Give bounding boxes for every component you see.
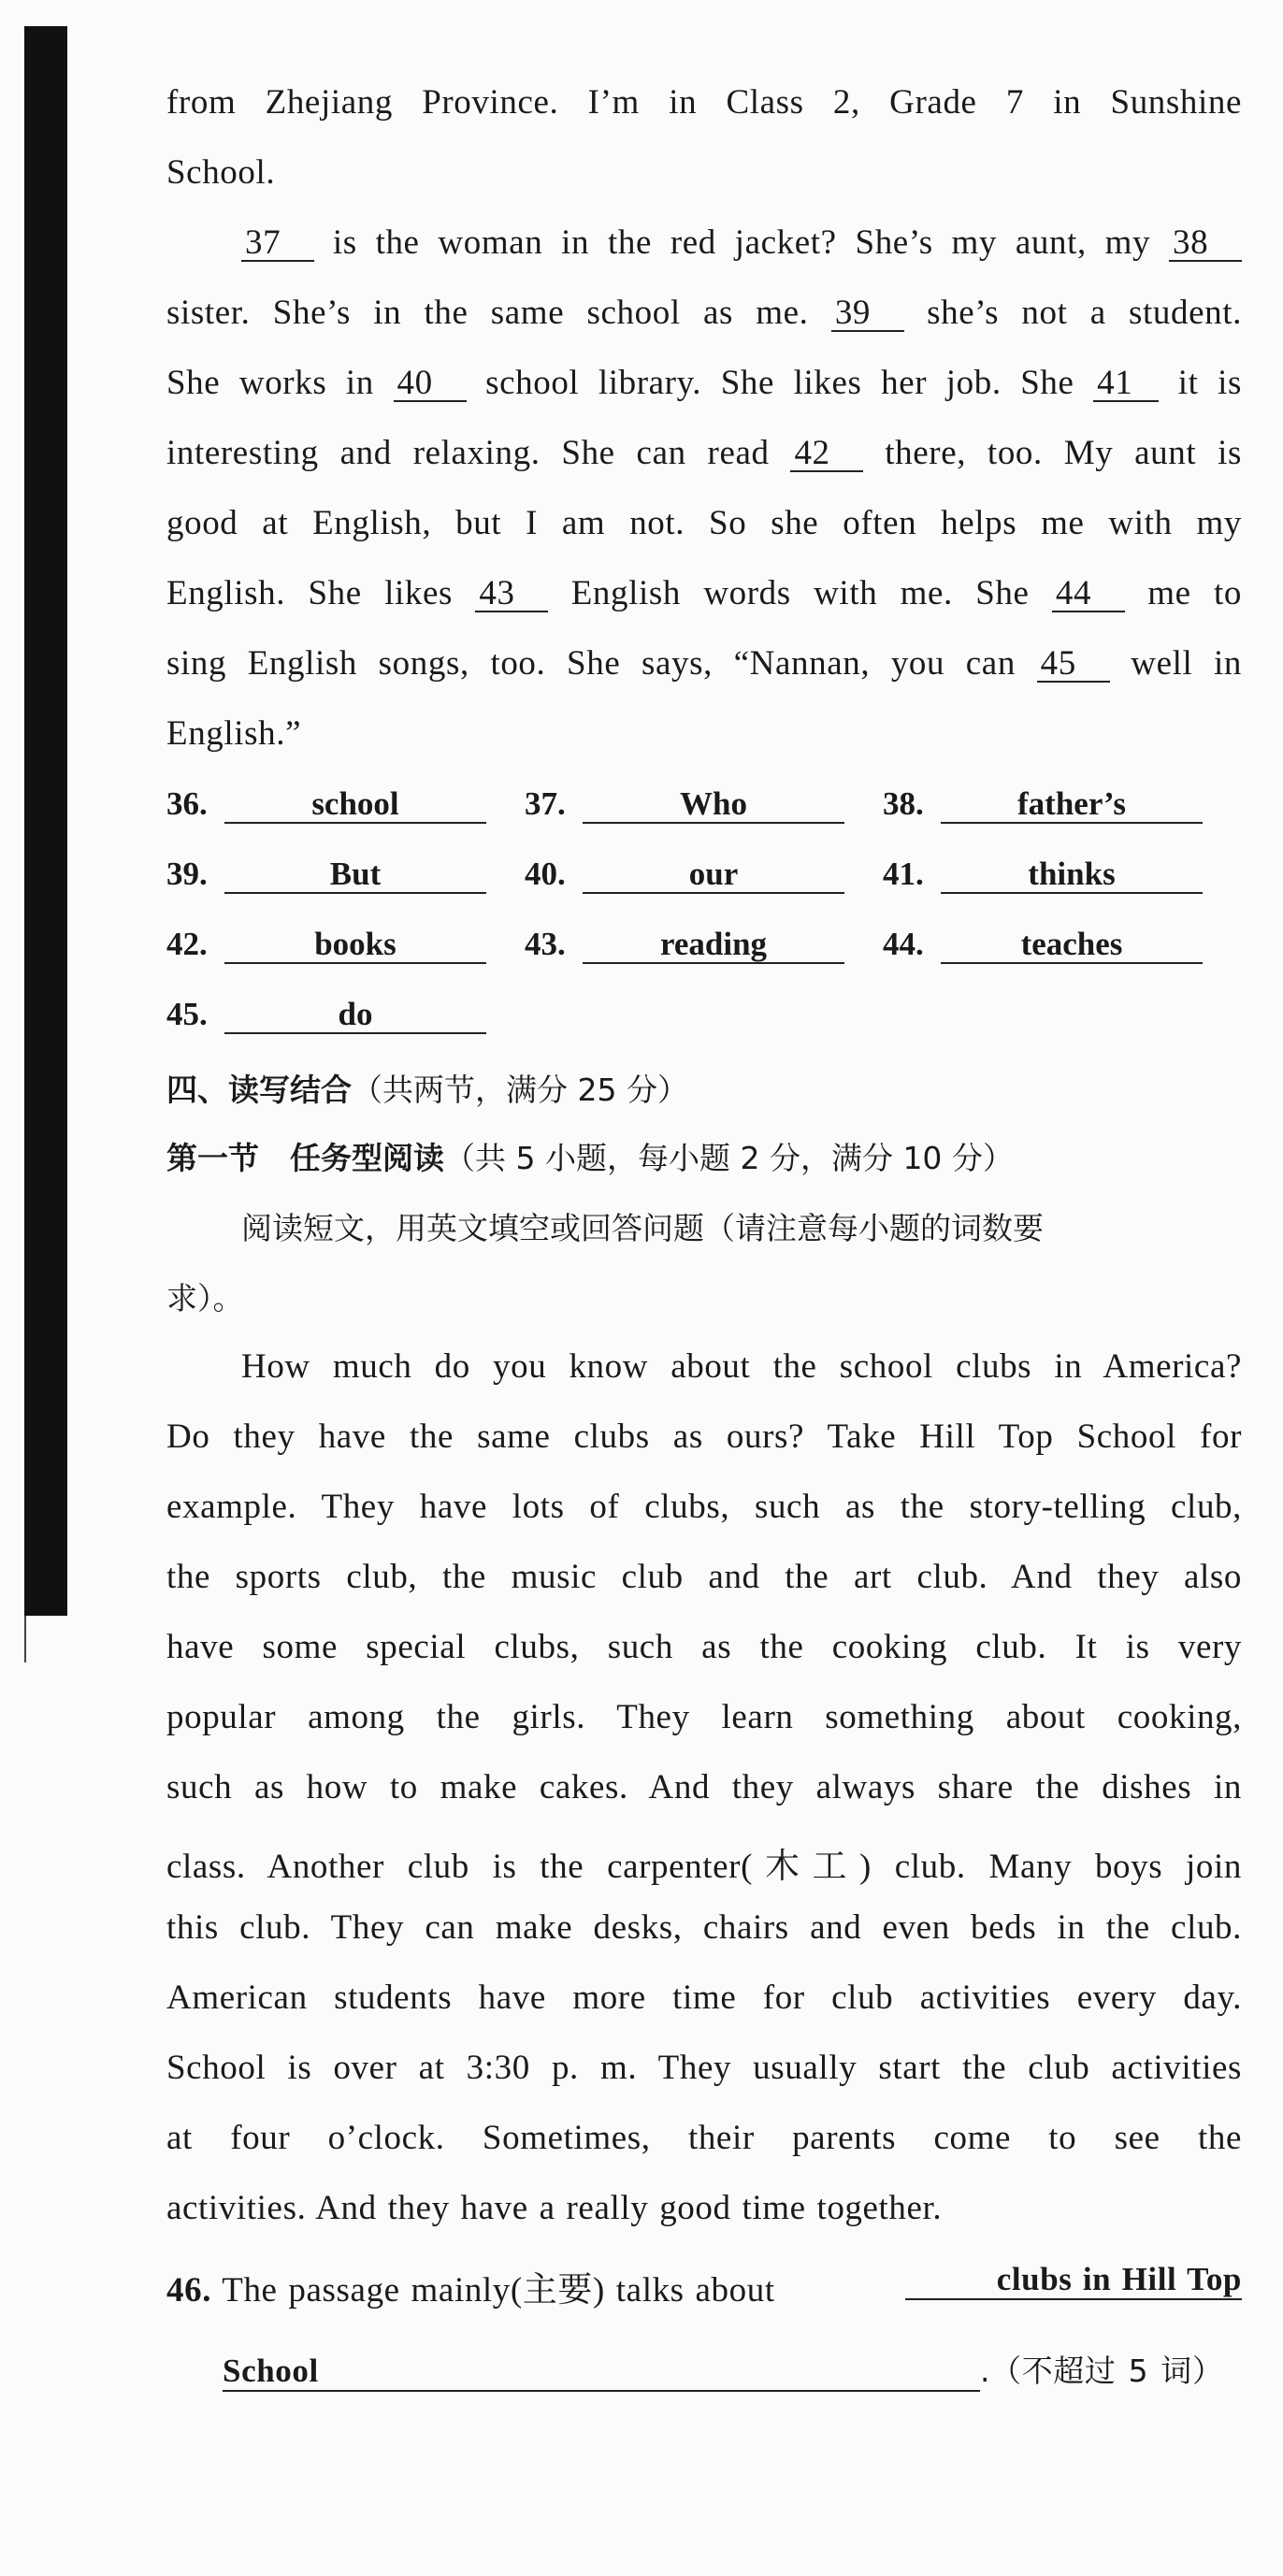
question-text: The passage mainly(主要) talks about [222, 2271, 775, 2310]
answer-item [166, 926, 486, 964]
question-number: 46. [166, 2271, 212, 2310]
passage-line: at four o’clock. Sometimes, their parents come to see the [166, 2119, 1242, 2157]
answer-value: do [224, 998, 486, 1034]
text-run: me to [1147, 574, 1242, 612]
answer-number: 45. [166, 996, 208, 1032]
word-limit-note: .（不超过 5 词） [980, 2353, 1224, 2389]
answer-number: 42. [166, 926, 208, 962]
text-run: sing English songs, too. She says, “Nannan, you can [166, 644, 1016, 683]
answer-number: 37. [525, 785, 566, 822]
text-run: school library. She likes her job. She [485, 364, 1074, 402]
answer-number: 38. [883, 785, 924, 822]
answer-blank: clubs in Hill Top [905, 2261, 1242, 2300]
passage-line: this club. They can make desks, chairs and even beds in the club. [166, 1908, 1242, 1947]
instruction-line: 求）。 [166, 1280, 244, 1317]
binding-edge [24, 26, 67, 1616]
cloze-line [166, 293, 1242, 333]
passage-line: activities. And they have a really good time together. [166, 2189, 943, 2227]
answer-item [525, 926, 844, 964]
passage-line: example. They have lots of clubs, such as the story-telling club, [166, 1488, 1242, 1526]
part-note: （共 5 小题，每小题 2 分，满分 10 分） [444, 1140, 1014, 1176]
answer-item [166, 785, 486, 824]
text-run: She works in [166, 364, 374, 402]
passage-line: popular among the girls. They learn something about cooking, [166, 1698, 1242, 1736]
cloze-line [166, 223, 1242, 263]
answer-item [525, 856, 844, 894]
answer-item [525, 785, 844, 824]
passage-line: such as how to make cakes. And they always share the dishes in [166, 1768, 1242, 1806]
text-run: is the woman in the red jacket? She’s my aunt, my [332, 223, 1151, 262]
text-line: from Zhejiang Province. I’m in Class 2, Grade 7 in Sunshine [166, 83, 1242, 122]
answer-value: teaches [941, 928, 1203, 964]
question-46-cont [166, 2347, 1242, 2392]
passage-line: How much do you know about the school clubs in America? [241, 1347, 1242, 1386]
text-run: sister. She’s in the same school as me. [166, 294, 809, 332]
answer-row [166, 785, 1242, 832]
answer-value: school [224, 787, 486, 824]
text-run: it is [1177, 364, 1242, 402]
passage-line: American students have more time for club activities every day. [166, 1979, 1242, 2017]
answer-row [166, 996, 1242, 1043]
binding-edge-thin [24, 1616, 26, 1662]
text-run: interesting and relaxing. She can read [166, 434, 770, 472]
blank-38: 38 [1169, 225, 1242, 262]
section-note: （共两节，满分 25 分） [352, 1072, 688, 1108]
question-46 [166, 2261, 1242, 2311]
text-line: English.” [166, 714, 302, 753]
text-run: well in [1131, 644, 1243, 683]
passage-line: class. Another club is the carpenter(木工) club. Many boys join [166, 1848, 1242, 1886]
text-line: good at English, but I am not. So she often helps me with my [166, 504, 1242, 542]
answer-number: 36. [166, 785, 208, 822]
passage-line: School is over at 3:30 p. m. They usually start the club activities [166, 2049, 1242, 2087]
text-run: English. She likes [166, 574, 453, 612]
cloze-line [166, 643, 1242, 684]
text-run: she’s not a student. [927, 294, 1242, 332]
text-run: there, too. My aunt is [885, 434, 1242, 472]
answer-item [166, 996, 486, 1034]
answer-value: reading [583, 928, 844, 964]
answer-number: 40. [525, 856, 566, 892]
blank-41: 41 [1093, 366, 1159, 402]
passage-line: have some special clubs, such as the cooking club. It is very [166, 1628, 1242, 1666]
answer-item [883, 926, 1203, 964]
passage-line: the sports club, the music club and the art club. And they also [166, 1558, 1242, 1596]
answer-number: 39. [166, 856, 208, 892]
part-title: 第一节 任务型阅读 [166, 1140, 444, 1176]
part-heading [166, 1134, 1014, 1178]
answer-value: But [224, 857, 486, 894]
passage-line: Do they have the same clubs as ours? Take Hill Top School for [166, 1418, 1242, 1456]
answer-item [883, 785, 1203, 824]
blank-42: 42 [790, 436, 863, 472]
answer-blank: School [223, 2353, 980, 2392]
cloze-line [166, 363, 1242, 403]
cloze-line [166, 433, 1242, 473]
answer-value: Who [583, 787, 844, 824]
answer-row [166, 926, 1242, 972]
answer-value: our [583, 857, 844, 894]
answer-number: 44. [883, 926, 924, 962]
section-heading [166, 1066, 688, 1110]
cloze-line [166, 573, 1242, 613]
text-run: English words with me. She [570, 574, 1030, 612]
text-line: School. [166, 153, 276, 192]
answer-number: 43. [525, 926, 566, 962]
answer-row [166, 856, 1242, 902]
answer-item [166, 856, 486, 894]
instruction-line: 阅读短文，用英文填空或回答问题（请注意每小题的词数要 [241, 1210, 1044, 1246]
blank-40: 40 [394, 366, 467, 402]
blank-37: 37 [241, 225, 314, 262]
blank-43: 43 [475, 576, 548, 612]
blank-39: 39 [831, 295, 904, 332]
answer-value: father’s [941, 787, 1203, 824]
answer-number: 41. [883, 856, 924, 892]
blank-44: 44 [1052, 576, 1125, 612]
section-title: 四、读写结合 [166, 1072, 352, 1108]
answer-value: thinks [941, 857, 1203, 894]
answer-item [883, 856, 1203, 894]
blank-45: 45 [1037, 646, 1110, 683]
answer-value: books [224, 928, 486, 964]
